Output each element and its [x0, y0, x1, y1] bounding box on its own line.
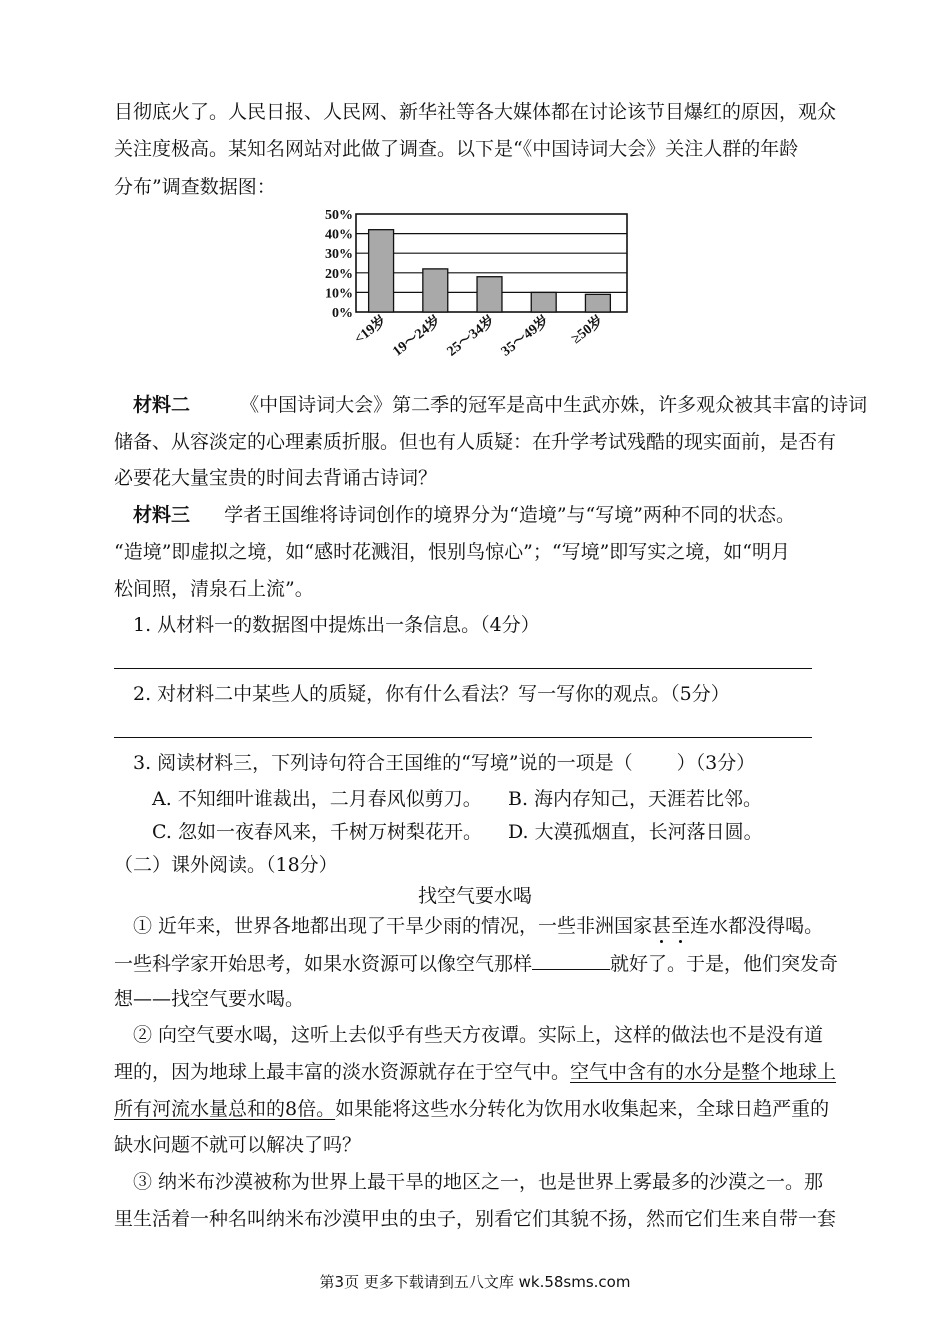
p2-line2-a: 理的，因为地球上最丰富的淡水资源就存在于空气中。 [114, 1061, 571, 1083]
y-tick-label: 30% [325, 247, 353, 263]
p1-text-b: 连水都没得喝。 [690, 915, 824, 937]
question-1: 1. 从材料一的数据图中提炼出一条信息。（4分） [133, 614, 540, 636]
intro-line-2: 关注度极高。某知名网站对此做了调查。以下是“《中国诗词大会》关注人群的年龄 [114, 138, 799, 160]
y-tick-label: 50% [325, 208, 353, 223]
p2-line1: ② 向空气要水喝，这听上去似乎有些天方夜谭。实际上，这样的做法也不是没有道 [133, 1024, 824, 1046]
question-3-score: ）（3分） [676, 752, 756, 774]
age-distribution-bar-chart [300, 200, 640, 380]
material-two-label: 材料二 [133, 394, 191, 416]
material-three-line-1: 学者王国维将诗词创作的境界分为“造境”与“写境”两种不同的状态。 [224, 504, 795, 526]
option-a[interactable]: A. 不知细叶谁裁出，二月春风似剪刀。 [152, 788, 482, 810]
y-tick-label: 10% [325, 286, 353, 302]
y-tick-label: 40% [325, 227, 353, 243]
p3-line1: ③ 纳米布沙漠被称为世界上最干旱的地区之一，也是世界上雾最多的沙漠之一。那 [133, 1171, 824, 1193]
p3-line2: 里生活着一种名叫纳米布沙漠甲虫的虫子，别看它们其貌不扬，然而它们生来自带一套 [114, 1208, 837, 1230]
intro-line-1: 目彻底火了。人民日报、人民网、新华社等各大媒体都在讨论该节目爆红的原因，观众 [114, 101, 837, 123]
p2-line4: 缺水问题不就可以解决了吗？ [114, 1134, 362, 1156]
material-three-line-2: “造境”即虚拟之境，如“感时花溅泪，恨别鸟惊心”；“写境”即写实之境，如“明月 [114, 541, 790, 563]
p2-line3-b: 如果能将这些水分转化为饮用水收集起来，全球日趋严重的 [335, 1098, 830, 1120]
p1-text-a: ① 近年来，世界各地都出现了干旱少雨的情况，一些非洲国家 [133, 915, 653, 937]
bar [477, 277, 502, 312]
answer-line-1[interactable] [114, 668, 812, 669]
bar [423, 269, 448, 312]
material-three-label: 材料三 [133, 504, 191, 526]
emphasis-char-2: 至 [671, 915, 691, 937]
bar [585, 294, 610, 312]
question-3-stem: 3. 阅读材料三，下列诗句符合王国维的“写境”说的一项是（ [133, 752, 633, 774]
material-two-line-3: 必要花大量宝贵的时间去背诵古诗词？ [114, 467, 438, 489]
page-footer: 第3页 更多下载请到五八文库 wk.58sms.com [319, 1273, 631, 1291]
y-tick-label: 0% [332, 306, 353, 321]
underlined-sentence-part-1: 空气中含有的水分是整个地球上 [570, 1061, 837, 1083]
x-tick-label: ≥50岁 [569, 313, 607, 348]
p1-line2-a: 一些科学家开始思考，如果水资源可以像空气那样 [114, 953, 533, 975]
article-title: 找空气要水喝 [417, 885, 532, 907]
emphasis-char-1: 甚 [652, 915, 672, 937]
x-tick-label: 19～24岁 [390, 313, 444, 360]
section-two-heading: （二）课外阅读。（18分） [114, 854, 338, 876]
intro-line-3: 分布”调查数据图： [114, 176, 276, 198]
option-d[interactable]: D. 大漠孤烟直，长河落日圆。 [508, 821, 763, 843]
x-tick-label: 25～34岁 [444, 313, 498, 360]
material-three-line-3: 松间照，清泉石上流”。 [114, 578, 314, 600]
material-two-line-2: 储备、从容淡定的心理素质折服。但也有人质疑：在升学考试残酷的现实面前，是否有 [114, 431, 837, 453]
question-2: 2. 对材料二中某些人的质疑，你有什么看法？写一写你的观点。（5分） [133, 683, 730, 705]
bar [369, 230, 394, 312]
x-tick-label: 35～49岁 [498, 313, 553, 360]
p1-line3: 想——找空气要水喝。 [114, 988, 305, 1010]
option-c[interactable]: C. 忽如一夜春风来，千树万树梨花开。 [152, 821, 482, 843]
material-two-line-1: 《中国诗词大会》第二季的冠军是高中生武亦姝，许多观众被其丰富的诗词 [240, 394, 868, 416]
bar [531, 292, 556, 312]
answer-line-2[interactable] [114, 737, 812, 738]
y-tick-label: 20% [325, 266, 353, 282]
p1-line2-b: 就好了。于是，他们突发奇 [610, 953, 839, 975]
option-b[interactable]: B. 海内存知己，天涯若比邻。 [508, 788, 763, 810]
fill-in-blank[interactable] [532, 953, 610, 970]
underlined-sentence-part-2: 所有河流水量总和的8倍。 [114, 1098, 336, 1120]
x-tick-label: <19岁 [351, 313, 390, 348]
question-3 [133, 754, 858, 773]
